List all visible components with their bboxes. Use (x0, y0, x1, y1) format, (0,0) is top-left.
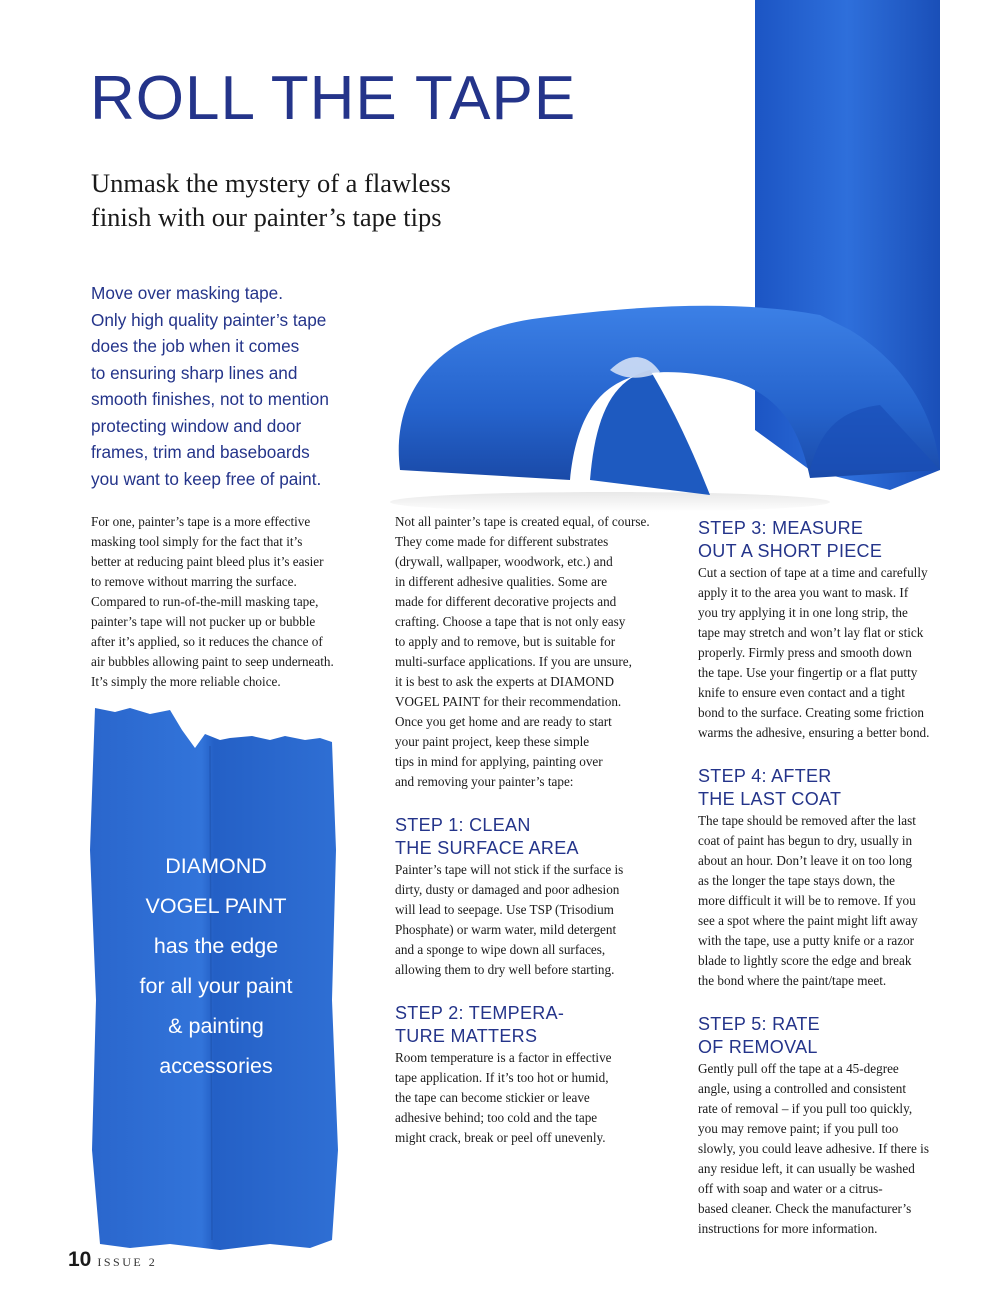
step-heading-line: STEP 3: MEASURE (698, 518, 864, 538)
intro-line: Move over masking tape. (91, 283, 284, 303)
body-line: bond to the surface. Creating some friction (698, 705, 924, 720)
body-line: tape application. If it’s too hot or humid, (395, 1070, 609, 1085)
body-line: multi-surface applications. If you are unsure, (395, 654, 632, 669)
step-heading-line: STEP 5: RATE (698, 1014, 820, 1034)
step-heading-line: OUT A SHORT PIECE (698, 541, 883, 561)
body-line: in different adhesive qualities. Some are (395, 574, 608, 589)
body-line: tips in mind for applying, painting over (395, 754, 603, 769)
body-line: angle, using a controlled and consistent (698, 1081, 907, 1096)
page-subtitle (91, 166, 521, 234)
step-heading-line: TURE MATTERS (395, 1026, 538, 1046)
body-line: about an hour. Don’t leave it on too long (698, 853, 913, 868)
body-line: you may remove paint; if you pull too (698, 1121, 899, 1136)
body-line: For one, painter’s tape is a more effective (91, 514, 311, 529)
body-line: Cut a section of tape at a time and carefully (698, 565, 928, 580)
step-heading-line: STEP 2: TEMPERA- (395, 1003, 565, 1023)
column1-paragraph (91, 512, 366, 692)
step-heading (698, 517, 963, 563)
body-line: rate of removal – if you pull too quickly, (698, 1101, 913, 1116)
body-line: dirty, dusty or damaged and poor adhesion (395, 882, 620, 897)
body-line: as the longer the tape stays down, the (698, 873, 896, 888)
page-number: 10 (68, 1248, 92, 1271)
body-line: it is best to ask the experts at DIAMOND (395, 674, 615, 689)
intro-line: to ensuring sharp lines and (91, 362, 298, 383)
body-line: any residue left, it can usually be washed (698, 1161, 915, 1176)
body-line: slowly, you could leave adhesive. If there is (698, 1141, 929, 1156)
body-line: see a spot where the paint might lift away (698, 913, 918, 928)
body-line: masking tool simply for the fact that it’s (91, 534, 303, 549)
subtitle-line: Unmask the mystery of a flawless (91, 168, 451, 198)
body-line: crafting. Choose a tape that is not only easy (395, 614, 626, 629)
step-3 (698, 517, 963, 743)
body-line: coat of paint has begun to dry, usually in (698, 833, 913, 848)
body-line: to apply and to remove, but is suitable for (395, 634, 616, 649)
intro-line: smooth finishes, not to mention (91, 389, 329, 409)
step-heading-line: THE LAST COAT (698, 789, 842, 809)
body-line: tape may stretch and won’t lay flat or stick (698, 625, 924, 640)
step-body (395, 1048, 675, 1148)
body-line: made for different decorative projects and (395, 594, 617, 609)
body-line: knife to ensure even contact and a tight (698, 685, 905, 700)
page-footer (68, 1248, 157, 1274)
body-line: Once you get home and are ready to start (395, 714, 612, 729)
body-line: Not all painter’s tape is created equal, of course. (395, 514, 650, 529)
intro-paragraph (91, 280, 381, 492)
body-line: Painter’s tape will not stick if the surface is (395, 862, 624, 877)
callout-line: VOGEL PAINT (145, 894, 287, 918)
step-heading-line: STEP 4: AFTER (698, 766, 832, 786)
body-line: will lead to seepage. Use TSP (Trisodium (395, 902, 614, 917)
body-line: based cleaner. Check the manufacturer’s (698, 1201, 912, 1216)
step-heading (395, 1002, 675, 1048)
column-2 (395, 512, 675, 1148)
step-heading (395, 814, 675, 860)
body-line: the tape can become stickier or leave (395, 1090, 590, 1105)
step-heading-line: OF REMOVAL (698, 1037, 818, 1057)
callout-line: for all your paint (139, 974, 293, 998)
pull-quote-callout (110, 846, 322, 1086)
page-title: ROLL THE TAPE (90, 64, 577, 133)
body-line: Gently pull off the tape at a 45-degree (698, 1061, 899, 1076)
step-4 (698, 765, 963, 991)
body-line: and a sponge to wipe down all surfaces, (395, 942, 606, 957)
body-line: (drywall, wallpaper, woodwork, etc.) and (395, 554, 613, 569)
column2-paragraph (395, 512, 675, 792)
body-line: air bubbles allowing paint to seep underneath. (91, 654, 334, 669)
body-line: adhesive behind; too cold and the tape (395, 1110, 598, 1125)
intro-line: Only high quality painter’s tape (91, 309, 327, 330)
body-line: after it’s applied, so it reduces the chance of (91, 634, 323, 649)
step-body (698, 563, 963, 743)
issue-label: ISSUE 2 (97, 1255, 158, 1269)
callout-line: & painting (168, 1014, 264, 1038)
body-line: warms the adhesive, ensuring a better bond. (698, 725, 930, 740)
body-line: They come made for different substrates (395, 534, 609, 549)
body-line: you try applying it in one long strip, the (698, 605, 908, 620)
step-heading (698, 765, 963, 811)
callout-line: has the edge (153, 934, 279, 958)
intro-line: frames, trim and baseboards (91, 442, 310, 462)
body-line: off with soap and water or a citrus- (698, 1181, 883, 1196)
body-line: better at reducing paint bleed plus it’s easier (91, 554, 324, 569)
step-body (698, 1059, 963, 1239)
body-line: and removing your painter’s tape: (395, 774, 574, 789)
body-line: might crack, break or peel off unevenly. (395, 1130, 606, 1145)
subtitle-line: finish with our painter’s tape tips (91, 202, 442, 232)
body-line: instructions for more information. (698, 1221, 878, 1236)
body-line: VOGEL PAINT for their recommendation. (395, 694, 622, 709)
body-line: the tape. Use your fingertip or a flat putty (698, 665, 918, 680)
body-line: Compared to run-of-the-mill masking tape, (91, 594, 319, 609)
body-line: It’s simply the more reliable choice. (91, 674, 281, 689)
body-line: apply it to the area you want to mask. If (698, 585, 909, 600)
intro-line: protecting window and door (91, 415, 302, 436)
body-line: Room temperature is a factor in effective (395, 1050, 612, 1065)
body-line: the bond where the paint/tape meet. (698, 973, 887, 988)
intro-line: does the job when it comes (91, 336, 300, 356)
step-5 (698, 1013, 963, 1239)
body-line: allowing them to dry well before starting. (395, 962, 615, 977)
step-body (698, 811, 963, 991)
body-line: with the tape, use a putty knife or a razor (698, 933, 915, 948)
body-line: blade to lightly score the edge and break (698, 953, 912, 968)
body-line: to remove without marring the surface. (91, 574, 297, 589)
body-line: properly. Firmly press and smooth down (698, 645, 912, 660)
step-heading-line: THE SURFACE AREA (395, 838, 579, 858)
body-line: more difficult it will be to remove. If you (698, 893, 916, 908)
body-line: Phosphate) or warm water, mild detergent (395, 922, 617, 937)
callout-line: DIAMOND (165, 854, 267, 878)
column-3 (698, 517, 963, 1239)
body-line: painter’s tape will not pucker up or bubble (91, 614, 316, 629)
step-heading-line: STEP 1: CLEAN (395, 815, 531, 835)
callout-line: accessories (159, 1054, 273, 1078)
intro-line: you want to keep free of paint. (91, 468, 322, 489)
body-line: your paint project, keep these simple (395, 734, 590, 749)
step-1 (395, 814, 675, 980)
step-2 (395, 1002, 675, 1148)
step-body (395, 860, 675, 980)
step-heading (698, 1013, 963, 1059)
body-line: The tape should be removed after the last (698, 813, 916, 828)
